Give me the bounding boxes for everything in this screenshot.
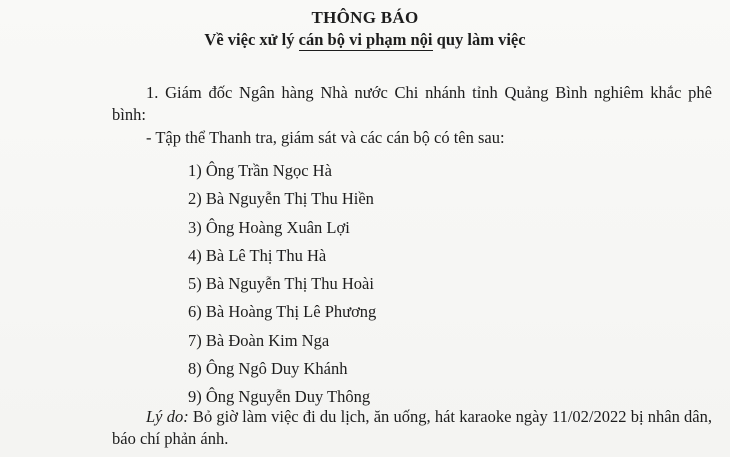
list-item: 1) Ông Trần Ngọc Hà (188, 161, 332, 180)
list-item: 8) Ông Ngô Duy Khánh (188, 359, 348, 379)
list-item: 7) Bà Đoàn Kim Nga (188, 330, 330, 350)
list-item: 3) Ông Hoàng Xuân Lợi (188, 217, 350, 237)
list-item: 4) Bà Lê Thị Thu Hà (188, 245, 327, 265)
document-title: THÔNG BÁO (311, 8, 419, 27)
list-item: 5) Bà Nguyễn Thị Thu Hoài (188, 274, 374, 294)
reason-paragraph (112, 406, 712, 450)
reason-text: Bỏ giờ làm việc đi du lịch, ăn uống, hát karaoke ngày 11/02/2022 bị nhân dân, báo chí phản ánh. (112, 407, 713, 448)
paragraph-1: 1. Giám đốc Ngân hàng Nhà nước Chi nhánh tỉnh Quảng Bình nghiêm khắc phê bình: (112, 83, 712, 124)
people-list (188, 157, 376, 412)
reason-label: Lý do: (146, 407, 189, 426)
list-item: 6) Bà Hoàng Thị Lê Phương (188, 302, 377, 322)
subtitle-underlined: cán bộ vi phạm nội (298, 30, 433, 49)
bullet-1: - Tập thể Thanh tra, giám sát và các cán bộ có tên sau: (146, 128, 505, 147)
subtitle-prefix: Về việc xử lý (204, 30, 299, 49)
subtitle-suffix: quy làm việc (432, 30, 526, 49)
list-item: 9) Ông Nguyễn Duy Thông (188, 387, 371, 407)
list-item: 2) Bà Nguyễn Thị Thu Hiền (188, 189, 374, 209)
document-subtitle (0, 30, 730, 50)
